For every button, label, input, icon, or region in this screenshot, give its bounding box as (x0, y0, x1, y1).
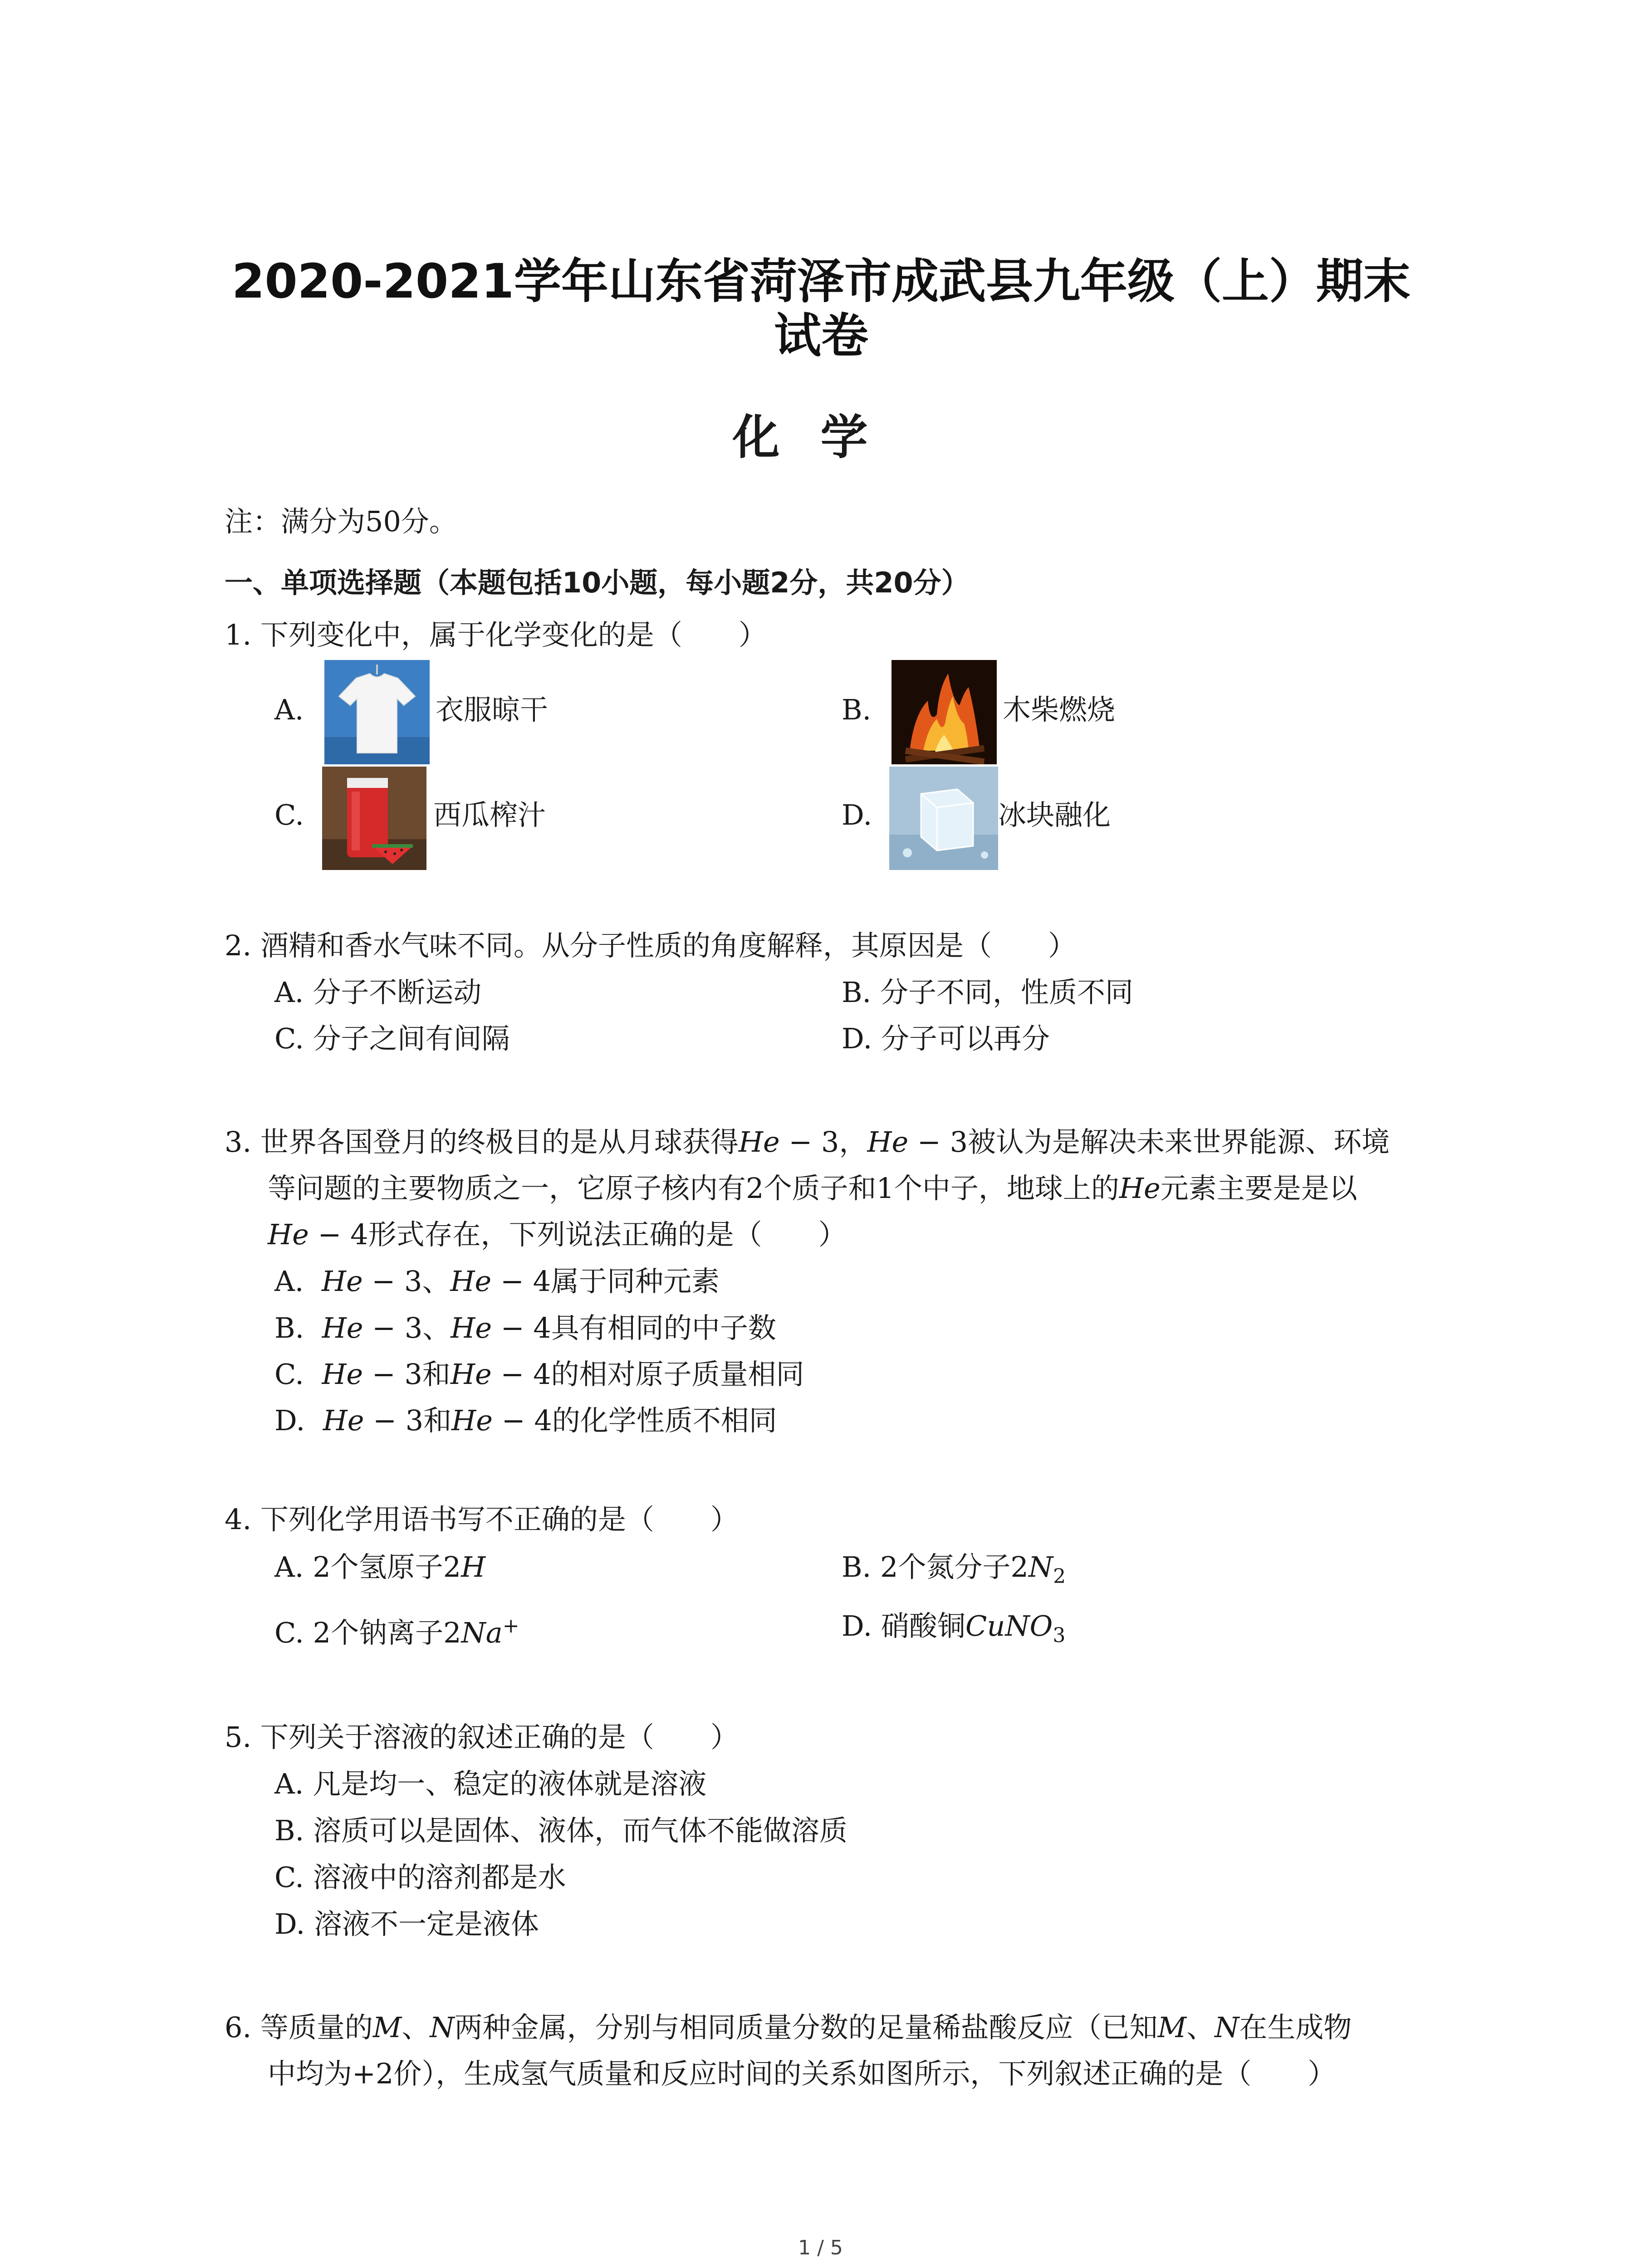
q1-stem: 1. 下列变化中，属于化学变化的是（ ） (225, 618, 767, 651)
q5-option-a: A. 凡是均一、稳定的液体就是溶液 (274, 1767, 707, 1800)
q4-option-d: D. 硝酸铜CuNO$_3$ (842, 1609, 1066, 1647)
q1-option-c-text: 西瓜榨汁 (433, 798, 546, 831)
q4-stem: 4. 下列化学用语书写不正确的是（ ） (225, 1503, 739, 1536)
q5-stem: 5. 下列关于溶液的叙述正确的是（ ） (225, 1721, 739, 1754)
q3-option-d: D. He − 3和He − 4的化学性质不相同 (274, 1404, 777, 1437)
q5-option-c: C. 溶液中的溶剂都是水 (274, 1861, 566, 1894)
page-number: 1 / 5 (798, 2236, 843, 2259)
q4-option-c: C. 2个钠离子2Na+ (274, 1614, 519, 1649)
q4-option-b: B. 2个氮分子$2N_2$ (842, 1550, 1066, 1588)
exam-title-line2: 试卷 (774, 308, 868, 363)
q3-option-c: C. He − 3和He − 4的相对原子质量相同 (274, 1358, 804, 1391)
q1-option-b-text: 木柴燃烧 (1003, 693, 1116, 726)
q2-option-b: B. 分子不同，性质不同 (842, 976, 1133, 1009)
q2-stem: 2. 酒精和香水气味不同。从分子性质的角度解释，其原因是（ ） (225, 929, 1076, 962)
q2-option-d: D. 分子可以再分 (842, 1022, 1050, 1055)
q3-stem-line2: 等问题的主要物质之一，它原子核内有2个质子和1个中子，地球上的He元素主要是是以 (268, 1172, 1357, 1205)
q1-option-a-text: 衣服晾干 (436, 693, 549, 726)
q3-option-a: A. He − 3、He − 4属于同种元素 (274, 1265, 720, 1298)
subject-heading: 化学 (732, 410, 909, 465)
q2-option-a: A. 分子不断运动 (274, 976, 482, 1009)
q6-stem-line1: 6. 等质量的M、N两种金属，分别与相同质量分数的足量稀盐酸反应（已知M、N在生成物 (225, 2011, 1352, 2044)
section-heading: 一、单项选择题（本题包括10小题，每小题2分，共20分） (225, 566, 970, 599)
q5-option-d: D. 溶液不一定是液体 (274, 1907, 539, 1941)
q3-stem-line1: 3. 世界各国登月的终极目的是从月球获得He − 3，He − 3被认为是解决未来世界能源、环境 (225, 1125, 1390, 1158)
fire-image (892, 660, 997, 764)
watermelon-juice-image (322, 767, 426, 870)
exam-title-line1: 2020-2021学年山东省菏泽市成武县九年级（上）期末 (231, 254, 1411, 309)
q6-stem-line2: 中均为+2价），生成氢气质量和反应时间的关系如图所示，下列叙述正确的是（ ） (268, 2057, 1336, 2090)
q3-stem-line3: He − 4形式存在，下列说法正确的是（ ） (268, 1218, 847, 1251)
q1-option-a-letter: A. (274, 693, 304, 726)
q4-option-a: A. 2个氢原子2H (274, 1550, 486, 1584)
ice-cube-image (889, 767, 998, 870)
shirt-image (324, 660, 430, 764)
q5-option-b: B. 溶质可以是固体、液体，而气体不能做溶质 (274, 1814, 847, 1847)
score-note: 注：满分为50分。 (225, 505, 457, 538)
q1-option-d-letter: D. (842, 798, 872, 831)
q3-option-b: B. He − 3、He − 4具有相同的中子数 (274, 1311, 776, 1344)
q1-option-d-text: 冰块融化 (998, 798, 1111, 831)
q1-option-c-letter: C. (274, 798, 304, 831)
q1-option-b-letter: B. (842, 693, 872, 726)
q2-option-c: C. 分子之间有间隔 (274, 1022, 510, 1055)
